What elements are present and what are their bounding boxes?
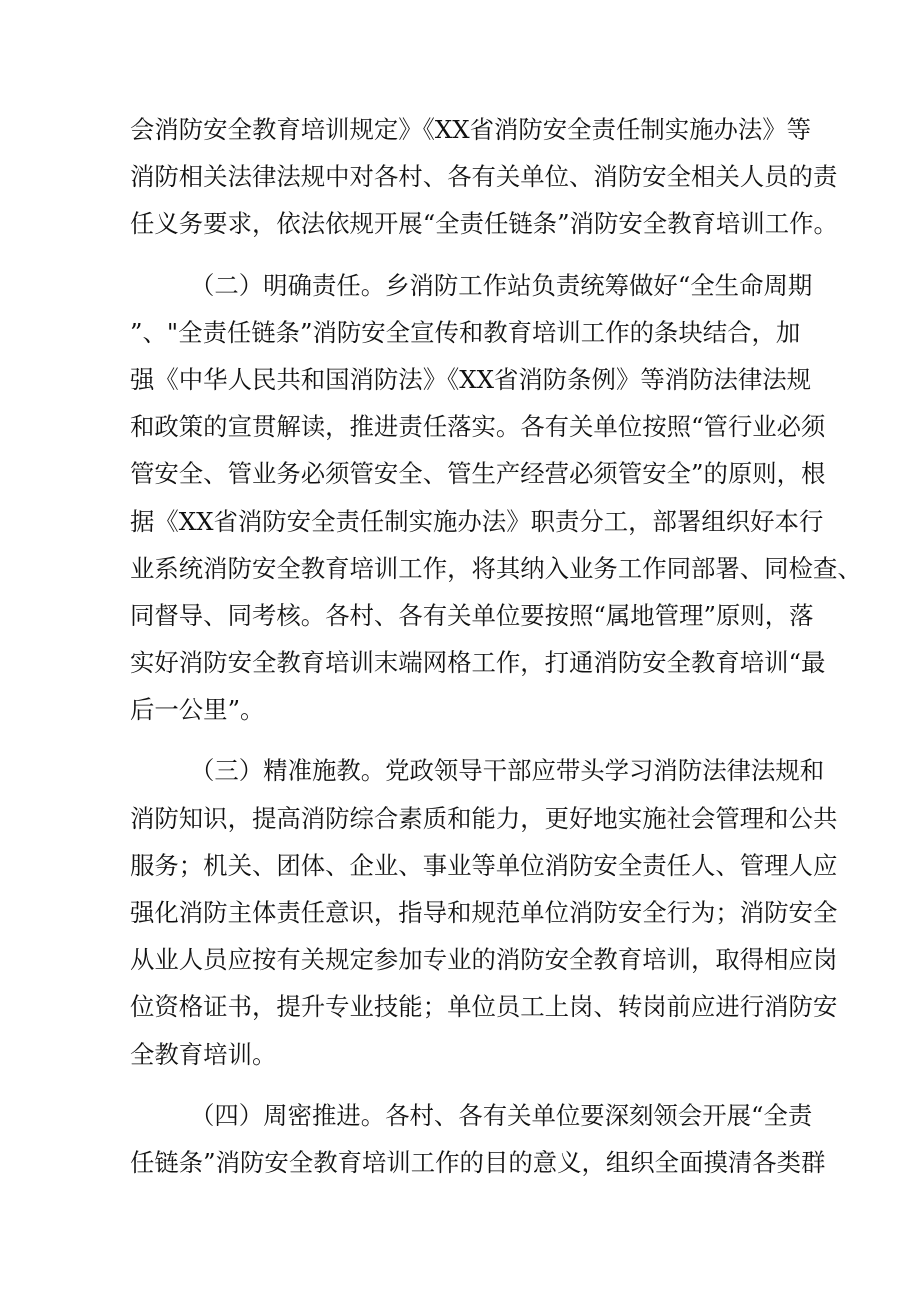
text-line: ”、"全责任链条”消防安全宣传和教育培训工作的条块结合，加 xyxy=(130,317,801,347)
text-line: 同督导、同考核。各村、各有关单位要按照“属地管理”原则，落 xyxy=(130,600,814,630)
text-line: 全教育培训。 xyxy=(130,1039,277,1069)
text-line: 从业人员应按有关规定参加专业的消防安全教育培训，取得相应岗 xyxy=(130,945,838,975)
text-line: （三）精准施教。党政领导干部应带头学习消防法律法规和 xyxy=(190,756,825,786)
text-line: 业系统消防安全教育培训工作，将其纳入业务工作同部署、同检查、 xyxy=(130,553,862,583)
text-line: 和政策的宣贯解读，推进责任落实。各有关单位按照“管行业必须 xyxy=(130,412,826,442)
text-line: 管安全、管业务必须管安全、管生产经营必须管安全”的原则，根 xyxy=(130,459,826,489)
text-line: 后一公里”。 xyxy=(130,695,265,725)
text-line: （二）明确责任。乡消防工作站负责统筹做好“全生命周期 xyxy=(190,270,813,300)
text-line: 位资格证书，提升专业技能；单位员工上岗、转岗前应进行消防安 xyxy=(130,992,838,1022)
text-line: 服务；机关、团体、企业、事业等单位消防安全责任人、管理人应 xyxy=(130,850,838,880)
text-line: 实好消防安全教育培训末端网格工作，打通消防安全教育培训“最 xyxy=(130,648,826,678)
paragraph-continuation xyxy=(130,106,838,248)
text-line: 强化消防主体责任意识，指导和规范单位消防安全行为；消防安全 xyxy=(130,898,838,927)
text-line: （四）周密推进。各村、各有关单位要深刻领会开展“全责 xyxy=(190,1100,813,1130)
text-line: 据《XX省消防安全责任制实施办法》职责分工，部署组织好本行 xyxy=(130,506,824,536)
paragraph-clear-responsibility xyxy=(130,262,862,734)
text-line: 消防相关法律法规中对各村、各有关单位、消防安全相关人员的责 xyxy=(130,162,838,192)
text-line: 消防知识，提高消防综合素质和能力，更好地实施社会管理和公共 xyxy=(130,803,838,833)
text-line: 强《中华人民共和国消防法》《XX省消防条例》等消防法律法规 xyxy=(130,364,812,394)
text-line: 任链条”消防安全教育培训工作的目的意义，组织全面摸清各类群 xyxy=(130,1147,826,1177)
text-line: 会消防安全教育培训规定》《XX省消防安全责任制实施办法》等 xyxy=(130,115,812,144)
paragraph-careful-advance xyxy=(130,1092,826,1186)
paragraph-precise-teaching xyxy=(130,747,838,1077)
document-body xyxy=(130,106,862,1186)
text-line: 任义务要求，依法依规开展“全责任链条”消防安全教育培训工作。 xyxy=(130,209,838,239)
